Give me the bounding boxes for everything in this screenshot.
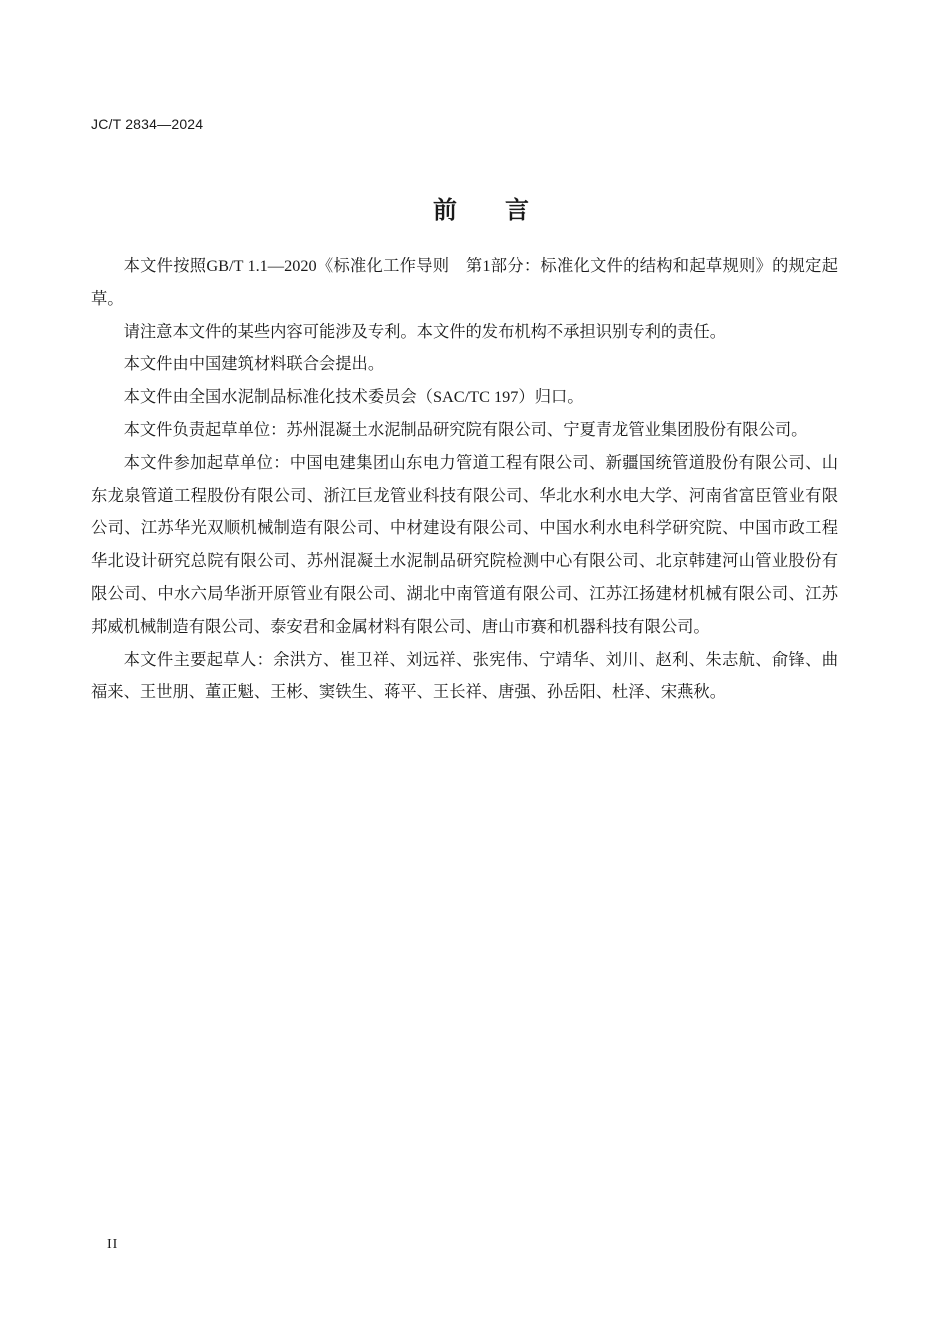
page-title: 前 言 [433, 196, 529, 224]
foreword-body [91, 250, 838, 709]
foreword-paragraph-main-drafters: 本文件主要起草人：余洪方、崔卫祥、刘远祥、张宪伟、宁靖华、刘川、赵利、朱志航、俞锋、曲福来、王世朋、董正魁、王彬、窦铁生、蒋平、王长祥、唐强、孙岳阳、杜泽、宋燕秋。 [91, 649, 838, 702]
document-code: JC/T 2834—2024 [91, 116, 204, 132]
page-number: II [107, 1237, 119, 1252]
foreword-paragraph-technical-committee: 本文件由全国水泥制品标准化技术委员会（SAC/TC 197）归口。 [123, 387, 584, 407]
foreword-paragraph-participating-drafters: 本文件参加起草单位：中国电建集团山东电力管道工程有限公司、新疆国统管道股份有限公司、山东龙泉管道工程股份有限公司、浙江巨龙管业科技有限公司、华北水利水电大学、河南省富臣管业有限公司、江苏华光双顺机械制造有限公司、中材建设有限公司、中国水利水电科学研究院、中国市政工程华北设计研究总院有限公司、苏州混凝土水泥制品研究院检测中心有限公司、北京韩建河山管业股份有限公司、中水六局华浙开原管业有限公司、湖北中南管道有限公司、江苏江扬建材机械有限公司、江苏邦威机械制造有限公司、泰安君和金属材料有限公司、唐山市赛和机器科技有限公司。 [91, 452, 838, 636]
foreword-paragraph-responsible-drafters: 本文件负责起草单位：苏州混凝土水泥制品研究院有限公司、宁夏青龙管业集团股份有限公司。 [123, 419, 808, 439]
foreword-paragraph-patent-notice: 请注意本文件的某些内容可能涉及专利。本文件的发布机构不承担识别专利的责任。 [123, 321, 727, 341]
foreword-paragraph-drafting-rules: 本文件按照GB/T 1.1—2020《标准化工作导则 第1部分：标准化文件的结构和起草规则》的规定起草。 [91, 256, 838, 308]
foreword-paragraph-proposer: 本文件由中国建筑材料联合会提出。 [123, 354, 385, 374]
